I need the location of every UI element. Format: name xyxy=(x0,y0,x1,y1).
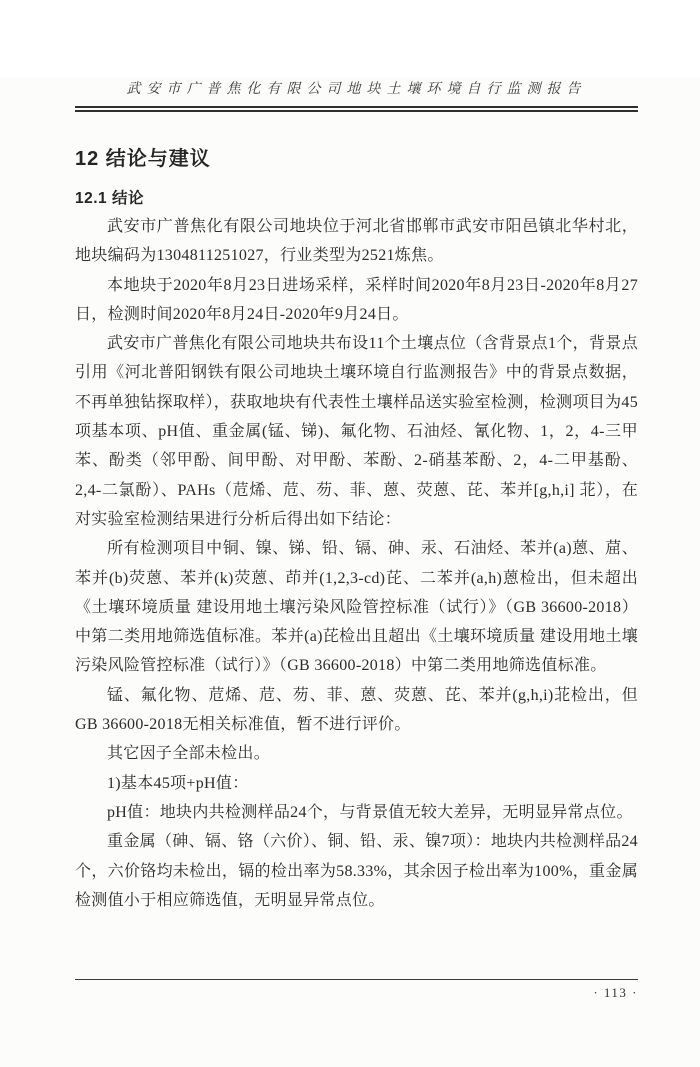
page-number: · 113 · xyxy=(593,985,638,1000)
paragraph-block xyxy=(75,212,638,915)
page-body xyxy=(75,142,638,915)
header-double-rule xyxy=(75,106,638,112)
document-page xyxy=(0,78,700,1067)
paragraph-basic-45-items-label: 1)基本45项+pH值： xyxy=(107,774,249,792)
page-header xyxy=(75,78,638,112)
paragraph-sampling-dates: 本地块于2020年8月23日进场采样，采样时间2020年8月23日-2020年8月27日，检测时间2020年8月24日-2020年9月24日。 xyxy=(75,276,638,323)
paragraph-detection-results-vs-standard: 所有检测项目中铜、镍、锑、铅、镉、砷、汞、石油烃、苯并(a)蒽、䓛、苯并(b)荧蒽、苯并(k)荧蒽、茚并(1,2,3-cd)芘、二苯并(a,h)蒽检出，但未超出《土壤环境质量 建设用地土壤污染风险管控标准（试行）》（GB 36600-2018）中第二类用地筛选值标准。苯并(a)芘检出且超出《土壤环境质量 建设用地土壤污染风险管控标准（试行）》（GB 36600-2018）中第二类用地筛选值标准。 xyxy=(75,540,638,675)
page-footer xyxy=(75,979,638,1001)
section-heading-conclusions-and-recommendations: 12 结论与建议 xyxy=(75,148,211,170)
paragraph-ph-value-result: pH值：地块内共检测样品24个，与背景值无较大差异，无明显异常点位。 xyxy=(107,803,633,821)
report-header-title: 武安市广普焦化有限公司地块土壤环境自行监测报告 xyxy=(126,82,587,97)
paragraph-monitoring-points-and-items: 武安市广普焦化有限公司地块共布设11个土壤点位（含背景点1个，背景点引用《河北普阳钢铁有限公司地块土壤环境自行监测报告》中的背景点数据，不再单独钻探取样），获取地块有代表性土壤样品送实验室检测，检测项目为45项基本项、pH值、重金属(锰、锑)、氟化物、石油烃、氰化物、1，2，4-三甲苯、酚类（邻甲酚、间甲酚、对甲酚、苯酚、2-硝基苯酚、2，4-二甲基酚、2,4-二氯酚）、PAHs（苊烯、苊、芴、菲、蒽、荧蒽、芘、苯并[g,h,i] 苝），在对实验室检测结果进行分析后得出如下结论： xyxy=(75,335,638,528)
subsection-heading-conclusions: 12.1 结论 xyxy=(75,190,144,207)
paragraph-factors-without-standard: 锰、氟化物、苊烯、苊、芴、菲、蒽、荧蒽、芘、苯并(g,h,i)苝检出，但GB 36600-2018无相关标准值，暂不进行评价。 xyxy=(75,686,638,734)
footer-rule xyxy=(75,979,638,980)
paragraph-site-location: 武安市广普焦化有限公司地块位于河北省邯郸市武安市阳邑镇北华村北，地块编码为1304811251027，行业类型为2521炼焦。 xyxy=(75,218,638,265)
paragraph-heavy-metals-result: 重金属（砷、镉、铬（六价）、铜、铅、汞、镍7项）：地块内共检测样品24个，六价铬均未检出，镉的检出率为58.33%，其余因子检出率为100%，重金属检测值小于相应筛选值，无明显异常点位。 xyxy=(75,833,638,909)
paragraph-other-factors-not-detected: 其它因子全部未检出。 xyxy=(107,745,271,763)
